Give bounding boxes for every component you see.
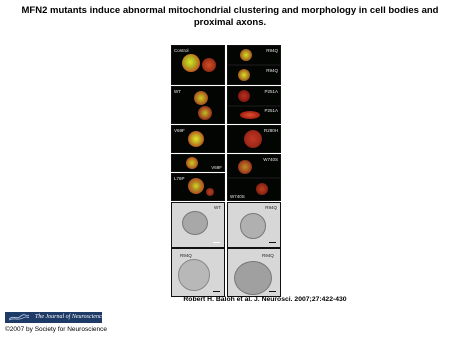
copyright: ©2007 by Society for Neuroscience [5,326,107,333]
panel-label: WT [174,89,181,94]
nucleus [178,259,210,291]
cell [238,90,250,102]
em-panel-wt [171,202,225,248]
panel-v69f-b [171,154,225,172]
cell [256,183,268,195]
panel-label: W740S [263,157,278,162]
cell [188,131,204,147]
panel-label: WT [214,205,221,210]
em-panel-r94q-b [171,248,225,297]
panel-label: R94Q [180,253,192,258]
citation: Robert H. Baloh et al. J. Neurosci. 2007;27:422-430 [183,296,347,303]
panel-r94q-b [227,65,281,85]
cell [188,178,204,194]
scale-bar [269,291,276,292]
cell [238,160,252,174]
scale-bar [213,291,220,292]
panel-l76p [171,173,225,201]
nucleus [234,261,272,295]
figure-title: MFN2 mutants induce abnormal mitochondrial clustering and morphology in cell bodies and proximal axons. [21,5,439,28]
cell [206,188,214,196]
cell [240,111,260,119]
panel-label: V69F [174,128,185,133]
journal-name: The Journal of Neuroscience [35,314,105,320]
panel-label: R94Q [266,68,278,73]
panel-label: W740S [230,194,245,199]
panel-control [171,45,225,85]
panel-v69f-a [171,125,225,153]
panel-label: Control [174,48,189,53]
panel-label: L76P [174,176,185,181]
scale-bar [213,242,220,243]
cell [186,157,198,169]
cell [240,49,252,61]
nucleus [182,211,208,235]
cell [238,69,250,81]
panel-r94q-a [227,45,281,65]
em-panel-r94q-c [227,248,281,297]
panel-label: R94Q [265,205,277,210]
panel-label: P251A [264,108,278,113]
panel-wt [171,86,225,124]
logo-icon [9,314,29,321]
cell [194,91,208,105]
cell [244,130,262,148]
panel-label: R280H [263,128,278,133]
panel-w740s-b [227,178,281,201]
panel-label: R94Q [262,253,274,258]
em-panel-r94q-a [227,202,281,248]
nucleus [240,213,266,239]
panel-w740s-a [227,154,281,178]
cell [182,54,200,72]
panel-p251a-b [227,106,281,124]
scale-bar [269,242,276,243]
panel-r280h [227,125,281,153]
panel-label: P251A [264,89,278,94]
figure-panels [171,45,281,297]
journal-logo [5,312,105,323]
cell [202,58,216,72]
panel-label: V69F [211,165,222,170]
cell [198,106,212,120]
panel-p251a-a [227,86,281,106]
panel-label: R94Q [266,48,278,53]
